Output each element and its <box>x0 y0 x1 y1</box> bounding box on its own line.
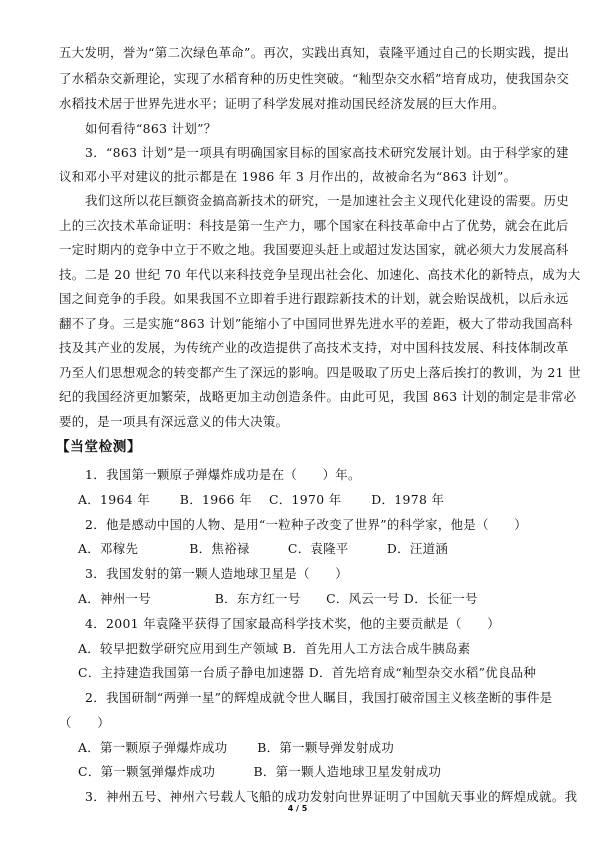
quiz-options: C．第一颗氢弹爆炸成功 B．第一颗人造地球卫星发射成功 <box>78 764 442 779</box>
quiz-question: 1．我国第一颗原子弹爆炸成功是在（ ）年。 <box>85 467 361 482</box>
quiz-options: A．第一颗原子弹爆炸成功 B．第一颗导弹发射成功 <box>78 740 395 755</box>
text-line: 纪的我国经济更加繁荣，战略更加主动创造条件。由此可见，我国 863 计划的制定是非常必 <box>59 389 577 404</box>
quiz-question: 4．2001 年袁隆平获得了国家最高科学技术奖，他的主要贡献是（ ） <box>85 616 500 631</box>
text-line: 一定时期内的竞争中立于不败之地。我国要迎头赶上或超过发达国家，就必须大力发展高科 <box>59 242 569 257</box>
text-line: 议和邓小平对建议的批示都是在 1986 年 3 月作出的，故被命名为“863 计划”。 <box>59 169 517 184</box>
question-line: 如何看待“863 计划”？ <box>85 121 217 136</box>
quiz-question: 3．神州五号、神州六号载人飞船的成功发射向世界证明了中国航天事业的辉煌成就。我 <box>85 789 578 804</box>
quiz-question: 2．他是感动中国的人物、是用“一粒种子改变了世界”的科学家，他是（ ） <box>85 517 528 532</box>
text-line: 翻不了身。三是实施“863 计划”能缩小了中国同世界先进水平的差距，极大了带动我国高科 <box>59 316 573 331</box>
quiz-question-bracket: （ ） <box>59 715 110 730</box>
quiz-options: C．主持建造我国第一台质子静电加速器 D．首先培育成“籼型杂交水稻”优良品种 <box>78 665 537 680</box>
quiz-options: A．1964 年 B．1966 年 C．1970 年 D．1978 年 <box>78 492 445 507</box>
text-line: 五大发明，誉为“第二次绿色革命”。再次，实践出真知，袁隆平通过自己的长期实践，提出 <box>59 45 570 60</box>
text-line: 3．“863 计划”是一项具有明确国家目标的国家高技术研究发展计划。由于科学家的建 <box>85 145 569 160</box>
text-line: 了水稻杂交新理论，实现了水稻育种的历史性突破。“籼型杂交水稻”培育成功，使我国杂交 <box>59 71 570 86</box>
text-line: 技。二是 20 世纪 70 年代以来科技竞争呈现出社会化、加速化、高技术化的新特点，成为大 <box>59 267 581 282</box>
text-line: 国之间竞争的手段。如果我国不立即着手进行跟踪新技术的计划，就会贻误战机，以后永远 <box>59 291 569 306</box>
section-heading: 【当堂检测】 <box>56 439 142 455</box>
quiz-options: A．神州一号 B．东方红一号 C．风云一号 D．长征一号 <box>78 591 478 606</box>
text-line: 水稻技术居于世界先进水平；证明了科学发展对推动国民经济发展的巨大作用。 <box>59 96 505 111</box>
text-line: 乃至人们思想观念的转变都产生了深远的影响。四是吸取了历史上落后挨打的教训，为 21 世 <box>59 365 581 380</box>
quiz-options: A．邓稼先 B．焦裕禄 C．袁隆平 D．汪道涵 <box>78 541 449 556</box>
quiz-options: A．较早把数学研究应用到生产领域 B．首先用人工方法合成牛胰岛素 <box>78 641 471 656</box>
text-line: 要的，是一项具有深远意义的伟大决策。 <box>59 414 289 429</box>
text-line: 上的三次技术革命证明：科技是第一生产力，哪个国家在科技革命中占了优势，就会在此后 <box>59 218 569 233</box>
text-line: 技及其产业的发展，为传统产业的改造提供了高技术支持，对中国科技发展、科技体制改革 <box>59 340 569 355</box>
text-line: 我们这所以花巨额资金搞高新技术的研究，一是加速社会主义现代化建设的需要。历史 <box>85 193 570 208</box>
quiz-question: 3．我国发射的第一颗人造地球卫星是（ ） <box>85 566 349 581</box>
page-number: 4 / 5 <box>287 804 308 813</box>
quiz-question: 2．我国研制“两弹一星”的辉煌成就令世人瞩目，我国打破帝国主义核垄断的事件是 <box>85 690 553 705</box>
